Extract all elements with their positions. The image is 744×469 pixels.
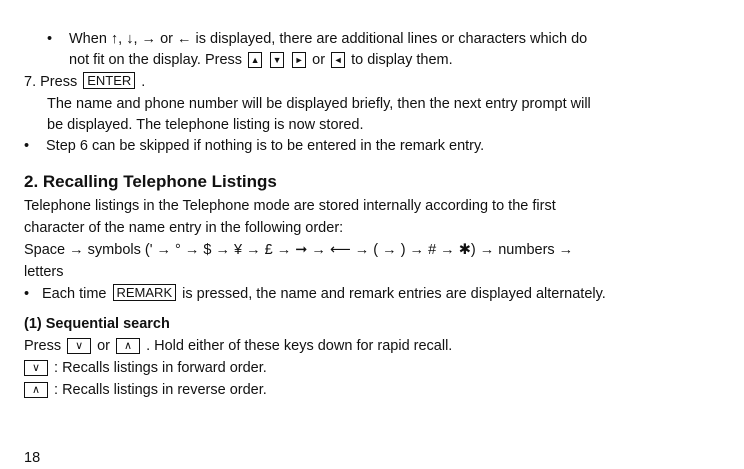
up-key-icon: ▲	[248, 52, 262, 68]
subheading: (1) Sequential search	[24, 316, 170, 332]
text: or	[308, 52, 330, 68]
order-line2: letters	[24, 264, 64, 280]
bullet-dot: •	[47, 31, 53, 47]
down-key-icon: ∨	[24, 360, 48, 376]
section-heading: 2. Recalling Telephone Listings	[24, 172, 277, 191]
text: Press	[24, 338, 66, 354]
bullet-arrows-line2	[69, 50, 453, 71]
page-number: 18	[24, 450, 41, 466]
text: . Hold either of these keys down for rapid recall.	[142, 338, 453, 354]
text: is pressed, the name and remark entries are displayed alternately.	[178, 286, 606, 302]
bullet-dot: •	[24, 286, 30, 302]
enter-key-icon: ENTER	[83, 72, 135, 89]
order-line: Space → symbols (' → ° → $ → ¥ → £ → ➞ → ⟵ → ( → ) → # → ✱) → numbers →	[24, 242, 574, 258]
text: When	[69, 31, 111, 47]
step7-desc-line2: be displayed. The telephone listing is now stored.	[47, 117, 364, 133]
para-line2: character of the name entry in the following order:	[24, 220, 344, 236]
text: .	[137, 74, 146, 90]
text: is displayed, there are additional lines or characters which do	[191, 31, 588, 47]
down-desc-line	[24, 358, 267, 379]
step-number: 7.	[24, 74, 37, 90]
text: : Recalls listings in reverse order.	[50, 382, 267, 398]
arrow-symbols: ↑, ↓, → or ←	[110, 31, 192, 47]
press-line	[24, 336, 452, 357]
text: Each time	[42, 286, 111, 302]
left-key-icon: ◄	[331, 52, 345, 68]
remark-key-icon: REMARK	[113, 284, 177, 301]
bullet-dot: •	[24, 138, 30, 154]
down-key-icon: ▼	[270, 52, 284, 68]
para-line1: Telephone listings in the Telephone mode are stored internally according to the first	[24, 198, 556, 214]
text: Press	[40, 74, 82, 90]
text: Step 6 can be skipped if nothing is to be entered in the remark entry.	[46, 138, 485, 154]
text: or	[93, 338, 115, 354]
right-key-icon: ►	[292, 52, 306, 68]
up-desc-line	[24, 380, 267, 401]
remark-line	[24, 284, 606, 305]
text: : Recalls listings in forward order.	[50, 360, 267, 376]
down-key-icon: ∨	[67, 338, 91, 354]
step7-line	[24, 72, 145, 93]
step7-desc-line1: The name and phone number will be displayed briefly, then the next entry prompt will	[47, 96, 591, 112]
text: to display them.	[347, 52, 453, 68]
up-key-icon: ∧	[116, 338, 140, 354]
up-key-icon: ∧	[24, 382, 48, 398]
text: not fit on the display. Press	[69, 52, 247, 68]
bullet-arrows-line1	[47, 29, 587, 50]
bullet-step6	[24, 136, 484, 157]
